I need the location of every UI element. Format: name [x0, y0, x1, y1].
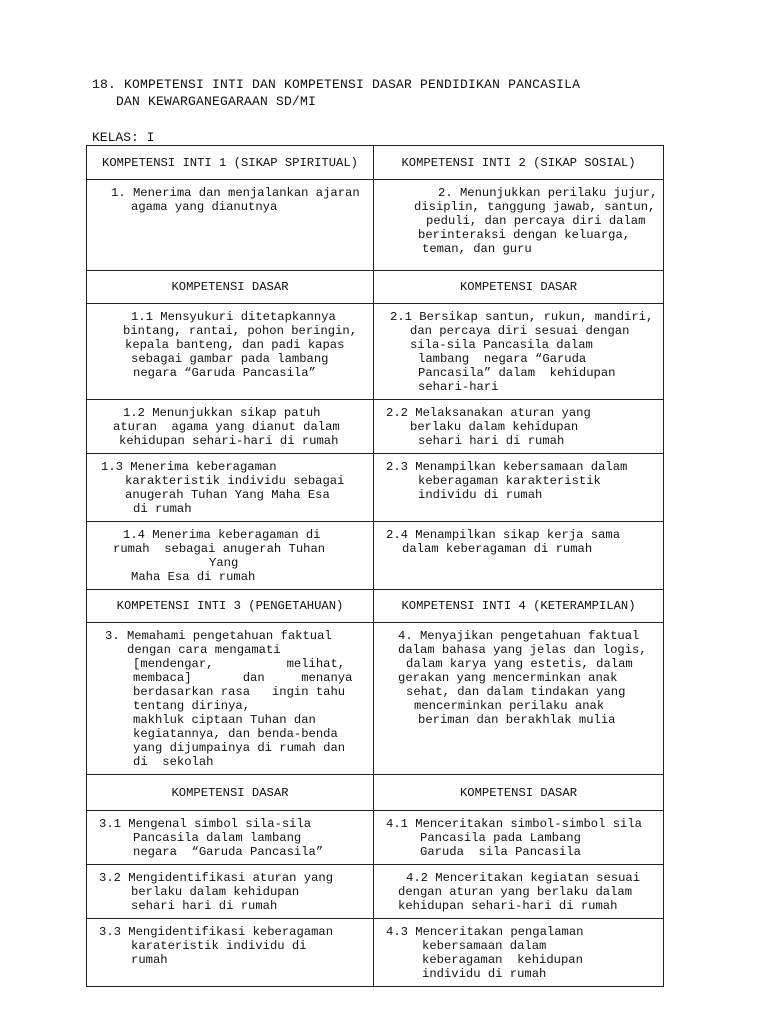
- cell-line: 3.2 Mengidentifikasi aturan yang: [99, 871, 334, 885]
- cell-line: dengan aturan yang berlaku dalam: [398, 885, 633, 899]
- ki2-text: [374, 180, 664, 271]
- title-line-1: 18. KOMPETENSI INTI DAN KOMPETENSI DASAR PENDIDIKAN PANCASILA: [92, 77, 581, 92]
- cell-line: berlaku dalam kehidupan: [131, 885, 300, 899]
- cell-line: agama yang dianutnya: [131, 200, 278, 214]
- table-row: [87, 146, 664, 180]
- cell-line: [mendengar, melihat,: [133, 657, 346, 671]
- cell-line: di rumah: [133, 502, 192, 516]
- cell-line: dalam karya yang estetis, dalam: [406, 657, 633, 671]
- cell-line: 1.2 Menunjukkan sikap patuh: [123, 406, 321, 420]
- kd-1-3: [87, 454, 374, 522]
- table-row: [87, 811, 664, 865]
- cell-line: kebersamaan dalam: [422, 939, 547, 953]
- kd-2-4: [374, 522, 664, 590]
- cell-line: 1.1 Mensyukuri ditetapkannya: [131, 310, 336, 324]
- ki1-text: [87, 180, 374, 271]
- cell-line: aturan agama yang dianut dalam: [113, 420, 340, 434]
- cell-line: 2. Menunjukkan perilaku jujur,: [438, 186, 658, 200]
- table-row: [87, 271, 664, 304]
- cell-line: 4.2 Menceritakan kegiatan sesuai: [406, 871, 641, 885]
- cell-line: peduli, dan percaya diri dalam: [426, 214, 646, 228]
- table-row: [87, 400, 664, 454]
- cell-line: 4.3 Menceritakan pengalaman: [386, 925, 584, 939]
- cell-line: yang dijumpainya di rumah dan: [133, 741, 346, 755]
- cell-line: keberagaman karakteristik: [418, 474, 601, 488]
- cell-line: sehat, dan dalam tindakan yang: [406, 685, 626, 699]
- cell-line: kepala banteng, dan padi kapas: [125, 338, 345, 352]
- kd-4-3: [374, 919, 664, 987]
- title-line-2: DAN KEWARGANEGARAAN SD/MI: [116, 94, 317, 109]
- cell-line: kegiatannya, dan benda-benda: [133, 727, 338, 741]
- cell-line: individu di rumah: [422, 967, 547, 981]
- cell-line: makhluk ciptaan Tuhan dan: [133, 713, 316, 727]
- kd-1-4: [87, 522, 374, 590]
- ki3-text: [87, 623, 374, 775]
- kd-2-3: [374, 454, 664, 522]
- cell-line: Garuda sila Pancasila: [420, 845, 581, 859]
- cell-line: anugerah Tuhan Yang Maha Esa: [125, 488, 330, 502]
- ki3-header: KOMPETENSI INTI 3 (PENGETAHUAN): [87, 590, 374, 623]
- cell-line: kehidupan sehari-hari di rumah: [119, 434, 339, 448]
- cell-line: 2.3 Menampilkan kebersamaan dalam: [386, 460, 628, 474]
- table-row: [87, 180, 664, 271]
- cell-line: rumah: [131, 953, 168, 967]
- cell-line: 3.3 Mengidentifikasi keberagaman: [99, 925, 334, 939]
- cell-line: sebagai gambar pada lambang: [131, 352, 329, 366]
- cell-line: 1.3 Menerima keberagaman: [101, 460, 277, 474]
- ki4-text: [374, 623, 664, 775]
- cell-line: tentang dirinya,: [133, 699, 251, 713]
- cell-line: karakteristik individu sebagai: [125, 474, 345, 488]
- kd-header-left-2: KOMPETENSI DASAR: [87, 775, 374, 811]
- kd-header-right-1: KOMPETENSI DASAR: [374, 271, 664, 304]
- cell-line: Pancasila dalam lambang: [133, 831, 302, 845]
- cell-line: sehari hari di rumah: [131, 899, 278, 913]
- ki1-header: KOMPETENSI INTI 1 (SIKAP SPIRITUAL): [87, 146, 374, 180]
- kd-2-2: [374, 400, 664, 454]
- cell-line: gerakan yang mencerminkan anak: [398, 671, 618, 685]
- cell-line: keberagaman kehidupan: [422, 953, 583, 967]
- cell-line: membaca] dan menanya: [133, 671, 353, 685]
- cell-line: Pancasila” dalam kehidupan: [418, 366, 616, 380]
- cell-line: lambang negara “Garuda: [418, 352, 587, 366]
- table-row: [87, 304, 664, 400]
- cell-line: disiplin, tanggung jawab, santun,: [414, 200, 656, 214]
- cell-line: Maha Esa di rumah: [131, 570, 256, 584]
- ki4-header: KOMPETENSI INTI 4 (KETERAMPILAN): [374, 590, 664, 623]
- cell-line: berinteraksi dengan keluarga,: [418, 228, 631, 242]
- cell-line: beriman dan berakhlak mulia: [418, 713, 616, 727]
- cell-line: 3.1 Mengenal simbol sila-sila: [99, 817, 312, 831]
- cell-line: rumah sebagai anugerah Tuhan: [113, 542, 326, 556]
- cell-line: 2.4 Menampilkan sikap kerja sama: [386, 528, 621, 542]
- competency-table: [86, 145, 664, 987]
- cell-line: dengan cara mengamati: [127, 643, 281, 657]
- cell-line: kehidupan sehari-hari di rumah: [398, 899, 618, 913]
- page-title: [92, 76, 580, 110]
- table-row: [87, 919, 664, 987]
- cell-line: Pancasila pada Lambang: [420, 831, 581, 845]
- kd-1-2: [87, 400, 374, 454]
- kd-4-2: [374, 865, 664, 919]
- cell-line: berlaku dalam kehidupan: [410, 420, 579, 434]
- cell-line: berdasarkan rasa ingin tahu: [133, 685, 346, 699]
- ki2-header: KOMPETENSI INTI 2 (SIKAP SOSIAL): [374, 146, 664, 180]
- cell-line: 2.2 Melaksanakan aturan yang: [386, 406, 591, 420]
- kd-1-1: [87, 304, 374, 400]
- cell-line: dalam keberagaman di rumah: [402, 542, 593, 556]
- cell-line: sehari hari di rumah: [418, 434, 565, 448]
- cell-line: dan percaya diri sesuai dengan: [410, 324, 630, 338]
- kd-3-1: [87, 811, 374, 865]
- cell-line: 4. Menyajikan pengetahuan faktual: [398, 629, 640, 643]
- table-row: [87, 865, 664, 919]
- cell-line: 2.1 Bersikap santun, rukun, mandiri,: [390, 310, 654, 324]
- cell-line: 4.1 Menceritakan simbol-simbol sila: [386, 817, 642, 831]
- cell-line: negara “Garuda Pancasila”: [133, 845, 324, 859]
- cell-line: sila-sila Pancasila dalam: [410, 338, 593, 352]
- cell-line: 1. Menerima dan menjalankan ajaran: [111, 186, 360, 200]
- cell-line: individu di rumah: [418, 488, 543, 502]
- cell-line: Yang: [209, 556, 239, 570]
- kd-header-left-1: KOMPETENSI DASAR: [87, 271, 374, 304]
- kd-header-right-2: KOMPETENSI DASAR: [374, 775, 664, 811]
- table-row: [87, 454, 664, 522]
- table-row: [87, 623, 664, 775]
- kd-4-1: [374, 811, 664, 865]
- table-row: [87, 775, 664, 811]
- cell-line: teman, dan guru: [422, 242, 532, 256]
- cell-line: karateristik individu di: [131, 939, 307, 953]
- kd-3-3: [87, 919, 374, 987]
- cell-line: 1.4 Menerima keberagaman di: [123, 528, 321, 542]
- cell-line: di sekolah: [133, 755, 214, 769]
- kd-2-1: [374, 304, 664, 400]
- cell-line: bintang, rantai, pohon beringin,: [123, 324, 358, 338]
- cell-line: 3. Memahami pengetahuan faktual: [105, 629, 332, 643]
- cell-line: mencerminkan perilaku anak: [414, 699, 605, 713]
- table-row: [87, 590, 664, 623]
- class-label: KELAS: I: [92, 130, 155, 145]
- cell-line: sehari-hari: [418, 380, 499, 394]
- cell-line: dalam bahasa yang jelas dan logis,: [398, 643, 647, 657]
- table-row: [87, 522, 664, 590]
- cell-line: negara “Garuda Pancasila”: [133, 366, 316, 380]
- kd-3-2: [87, 865, 374, 919]
